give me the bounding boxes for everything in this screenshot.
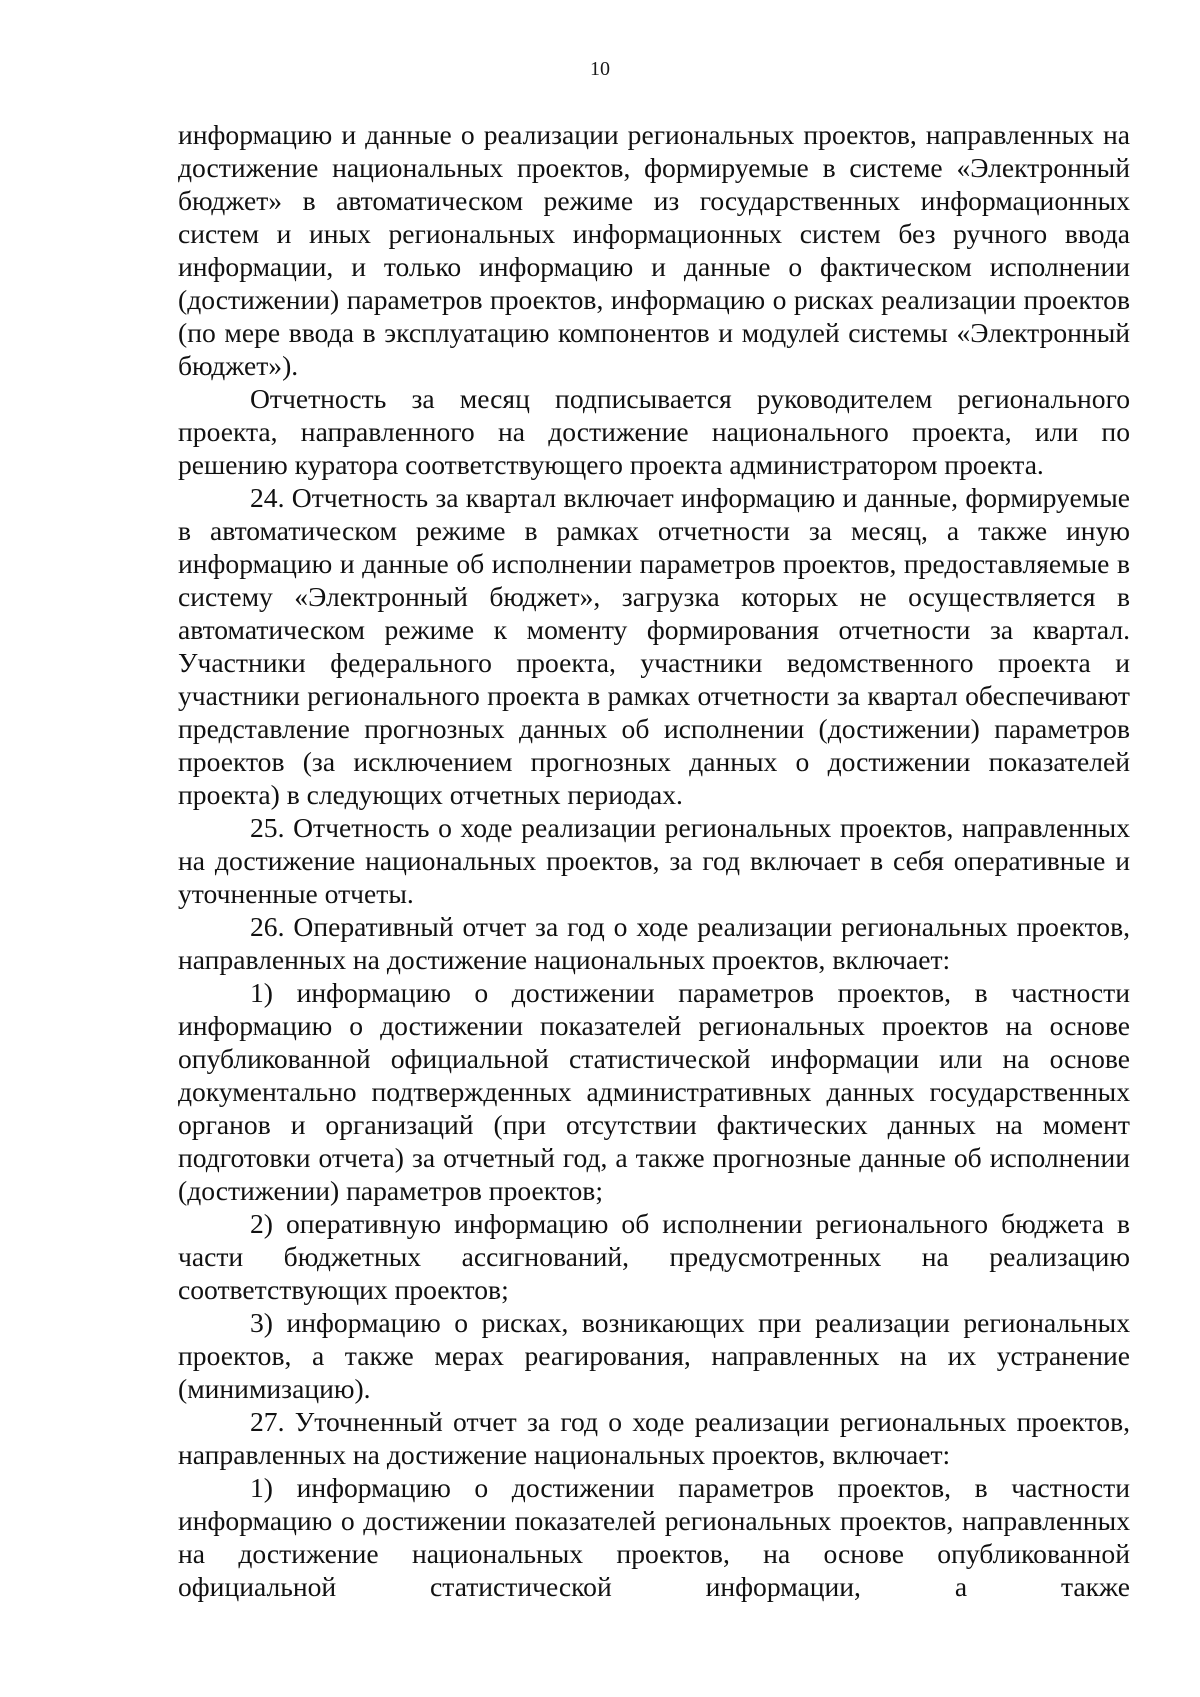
paragraph-item-26-3: 3) информацию о рисках, возникающих при реализации региональных проектов, а также мерах реагирования, направленных на их устранение (минимизацию).: [178, 1307, 1130, 1404]
document-body: [178, 118, 1130, 1603]
paragraph-item-27-1: 1) информацию о достижении параметров проектов, в частности информацию о достижении показателей региональных проектов, направленных на достижение национальных проектов, на основе опубликованной официальной статистической информации, а также: [178, 1472, 1130, 1602]
page-number: 10: [590, 58, 610, 80]
paragraph-item-26: 26. Оперативный отчет за год о ходе реализации региональных проектов, направленных на достижение национальных проектов, включает:: [178, 911, 1130, 975]
paragraph-item-26-1: 1) информацию о достижении параметров проектов, в частности информацию о достижении показателей региональных проектов на основе опубликованной официальной статистической информации или на основе документально подтвержденных административных данных государственных органов и организаций (при отсутствии фактических данных на момент подготовки отчета) за отчетный год, а также прогнозные данные об исполнении (достижении) параметров проектов;: [178, 977, 1130, 1206]
paragraph-item-26-2: 2) оперативную информацию об исполнении регионального бюджета в части бюджетных ассигнований, предусмотренных на реализацию соответствующих проектов;: [178, 1208, 1130, 1305]
paragraph-monthly-signing: Отчетность за месяц подписывается руководителем регионального проекта, направленного на достижение национального проекта, или по решению куратора соответствующего проекта администратором проекта.: [178, 383, 1130, 480]
paragraph-item-24: 24. Отчетность за квартал включает информацию и данные, формируемые в автоматическом режиме в рамках отчетности за месяц, а также иную информацию и данные об исполнении параметров проектов, предоставляемые в систему «Электронный бюджет», загрузка которых не осуществляется в автоматическом режиме к моменту формирования отчетности за квартал. Участники федерального проекта, участники ведомственного проекта и участники регионального проекта в рамках отчетности за квартал обеспечивают представление прогнозных данных об исполнении (достижении) параметров проектов (за исключением прогнозных данных о достижении показателей проекта) в следующих отчетных периодах.: [178, 482, 1130, 810]
paragraph-item-27: 27. Уточненный отчет за год о ходе реализации региональных проектов, направленных на достижение национальных проектов, включает:: [178, 1406, 1130, 1470]
paragraph-item-25: 25. Отчетность о ходе реализации региональных проектов, направленных на достижение национальных проектов, за год включает в себя оперативные и уточненные отчеты.: [178, 812, 1130, 909]
paragraph-continuation: информацию и данные о реализации региональных проектов, направленных на достижение национальных проектов, формируемые в системе «Электронный бюджет» в автоматическом режиме из государственных информационных систем и иных региональных информационных систем без ручного ввода информации, и только информацию и данные о фактическом исполнении (достижении) параметров проектов, информацию о рисках реализации проектов (по мере ввода в эксплуатацию компонентов и модулей системы «Электронный бюджет»).: [178, 119, 1130, 381]
